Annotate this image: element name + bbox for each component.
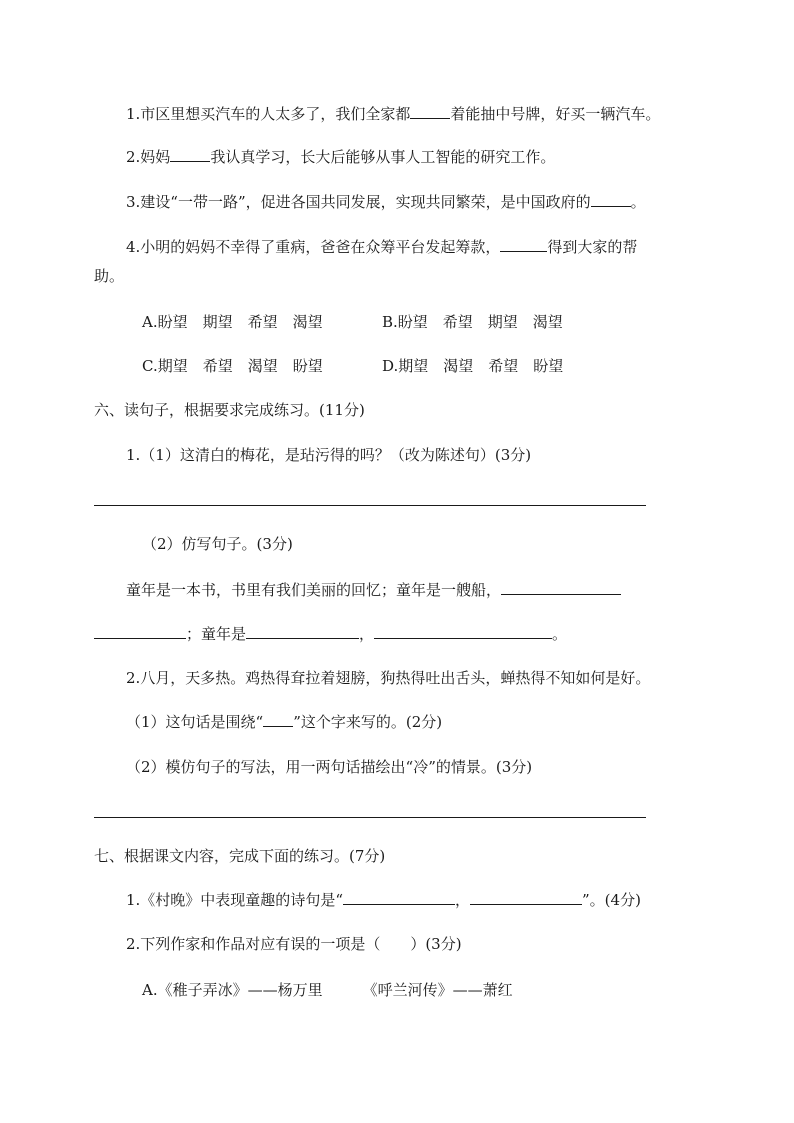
q6-imitation-line-2: ；童年是 ， 。	[94, 624, 567, 644]
answer-line[interactable]	[94, 817, 646, 818]
q7-item-2: 2.下列作家和作品对应有误的一项是（ ）(3分)	[126, 935, 462, 953]
blank[interactable]	[500, 237, 547, 252]
blank[interactable]	[246, 624, 359, 639]
blank[interactable]	[263, 712, 293, 727]
option-b[interactable]: B.盼望 希望 期望 渴望	[382, 313, 563, 331]
q7-item-1: 1.《村晚》中表现童趣的诗句是“ ， ”。(4分)	[126, 891, 641, 909]
option-a[interactable]: A.盼望 期望 希望 渴望	[142, 313, 323, 331]
q7-option-a[interactable]: A.《稚子弄冰》——杨万里 《呼兰河传》——萧红	[142, 981, 513, 999]
blank[interactable]	[470, 890, 582, 905]
q6-item-2-2: （2）模仿句子的写法，用一两句话描绘出“冷”的情景。(3分)	[126, 758, 533, 776]
q5-sentence-4-wrap: 助。	[94, 267, 125, 285]
answer-line[interactable]	[94, 505, 646, 506]
section-6-heading: 六、读句子，根据要求完成练习。(11分)	[94, 401, 365, 419]
option-d[interactable]: D.期望 渴望 希望 盼望	[382, 357, 564, 375]
q5-sentence-3: 3.建设“一带一路”，促进各国共同发展，实现共同繁荣，是中国政府的 。	[126, 193, 646, 211]
section-7-heading: 七、根据课文内容，完成下面的练习。(7分)	[94, 847, 386, 865]
blank[interactable]	[343, 890, 455, 905]
q5-sentence-2: 2.妈妈 我认真学习，长大后能够从事人工智能的研究工作。	[126, 148, 556, 166]
q6-item-1-1: 1.（1）这清白的梅花，是玷污得的吗？（改为陈述句）(3分)	[126, 446, 532, 464]
blank[interactable]	[170, 147, 210, 162]
blank[interactable]	[591, 192, 631, 207]
blank[interactable]	[374, 624, 552, 639]
q6-item-1-2: （2）仿写句子。(3分)	[142, 535, 293, 553]
q5-sentence-4: 4.小明的妈妈不幸得了重病，爸爸在众筹平台发起筹款， 得到大家的帮	[126, 238, 638, 256]
blank[interactable]	[410, 104, 450, 119]
q5-sentence-1: 1.市区里想买汽车的人太多了，我们全家都 着能抽中号牌，好买一辆汽车。	[126, 105, 661, 123]
blank[interactable]	[501, 580, 621, 595]
q6-item-2-1: （1）这句话是围绕“ ”这个字来写的。(2分)	[126, 713, 443, 731]
blank[interactable]	[94, 624, 186, 639]
q6-item-2: 2.八月，天多热。鸡热得耷拉着翅膀，狗热得吐出舌头，蝉热得不知如何是好。	[126, 669, 651, 687]
q6-imitation-line-1: 童年是一本书，书里有我们美丽的回忆；童年是一艘船，	[126, 580, 621, 600]
option-c[interactable]: C.期望 希望 渴望 盼望	[142, 357, 323, 375]
